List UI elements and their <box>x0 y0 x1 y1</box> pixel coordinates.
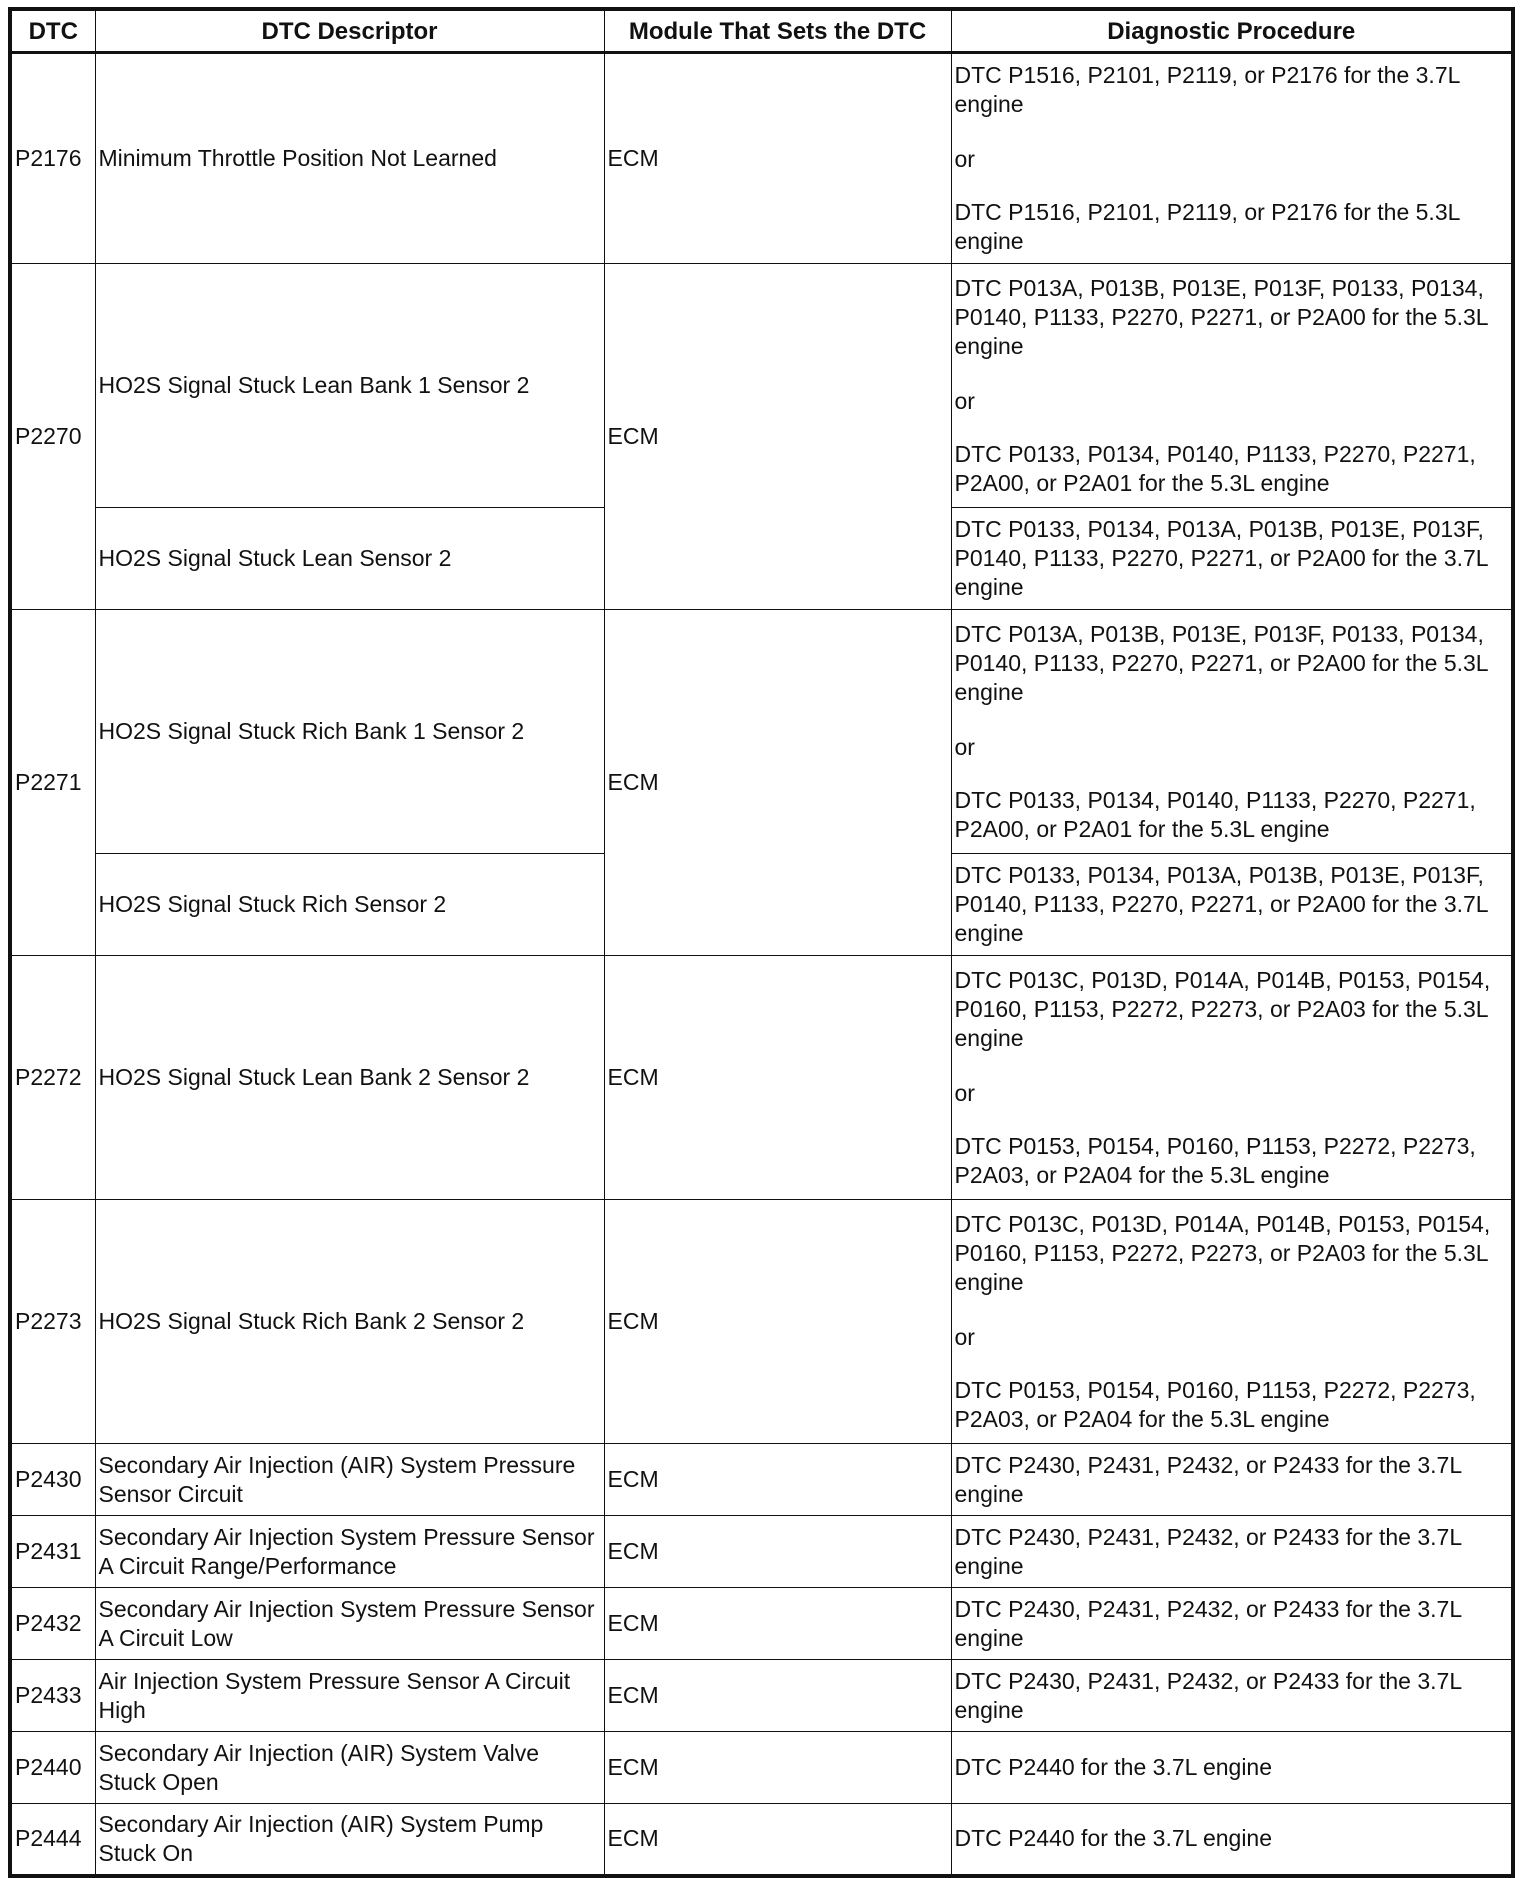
module-cell: ECM <box>604 1660 951 1732</box>
diagnostic-procedure: DTC P2430, P2431, P2432, or P2433 for the 3.7L engine <box>951 1516 1513 1588</box>
module-cell: ECM <box>604 264 951 610</box>
table-row <box>10 1516 1513 1588</box>
dtc-code: P2431 <box>10 1516 95 1588</box>
procedure-text: DTC P0153, P0154, P0160, P1153, P2272, P2273, P2A03, or P2A04 for the 5.3L engine <box>954 1376 1476 1432</box>
diagnostic-procedure: DTC P2440 for the 3.7L engine <box>951 1804 1513 1876</box>
dtc-descriptor: Secondary Air Injection (AIR) System Pressure Sensor Circuit <box>95 1444 604 1516</box>
module-cell: ECM <box>604 53 951 264</box>
header-module: Module That Sets the DTC <box>604 9 951 53</box>
procedure-text: DTC P0133, P0134, P013A, P013B, P013E, P013F, P0140, P1133, P2270, P2271, or P2A00 for the 3.7L engine <box>954 862 1488 946</box>
module-cell: ECM <box>604 1732 951 1804</box>
table-row <box>10 956 1513 1200</box>
dtc-code: P2444 <box>10 1804 95 1876</box>
dtc-code: P2176 <box>10 53 95 264</box>
diagnostic-procedure: DTC P2430, P2431, P2432, or P2433 for the 3.7L engine <box>951 1444 1513 1516</box>
or-separator: or <box>954 733 975 760</box>
diagnostic-procedure: DTC P2430, P2431, P2432, or P2433 for the 3.7L engine <box>951 1660 1513 1732</box>
table-row <box>10 1444 1513 1516</box>
dtc-code: P2271 <box>10 610 95 956</box>
header-procedure: Diagnostic Procedure <box>951 9 1513 53</box>
diagnostic-procedure: DTC P2440 for the 3.7L engine <box>951 1732 1513 1804</box>
dtc-descriptor: HO2S Signal Stuck Lean Sensor 2 <box>95 508 604 610</box>
procedure-text: DTC P0133, P0134, P0140, P1133, P2270, P2271, P2A00, or P2A01 for the 5.3L engine <box>954 786 1476 842</box>
dtc-descriptor: HO2S Signal Stuck Lean Bank 2 Sensor 2 <box>95 956 604 1200</box>
table-row <box>10 1660 1513 1732</box>
module-cell: ECM <box>604 1444 951 1516</box>
table-row <box>10 53 1513 264</box>
module-cell: ECM <box>604 610 951 956</box>
diagnostic-procedure <box>951 610 1513 854</box>
table-row <box>10 610 1513 854</box>
procedure-text: DTC P0133, P0134, P0140, P1133, P2270, P2271, P2A00, or P2A01 for the 5.3L engine <box>954 440 1476 496</box>
dtc-code: P2272 <box>10 956 95 1200</box>
header-row <box>10 9 1513 53</box>
module-cell: ECM <box>604 1804 951 1876</box>
diagnostic-procedure: DTC P2430, P2431, P2432, or P2433 for the 3.7L engine <box>951 1588 1513 1660</box>
diagnostic-procedure <box>951 264 1513 508</box>
diagnostic-procedure <box>951 854 1513 956</box>
procedure-text: DTC P013C, P013D, P014A, P014B, P0153, P0154, P0160, P1153, P2272, P2273, or P2A03 for the 5.3L engine <box>954 966 1491 1051</box>
table-row <box>10 1732 1513 1804</box>
table-row <box>10 1804 1513 1876</box>
dtc-code: P2440 <box>10 1732 95 1804</box>
module-cell: ECM <box>604 1516 951 1588</box>
dtc-code: P2273 <box>10 1200 95 1444</box>
or-separator: or <box>954 387 975 414</box>
diagnostic-procedure <box>951 53 1513 264</box>
dtc-descriptor: HO2S Signal Stuck Rich Sensor 2 <box>95 854 604 956</box>
dtc-descriptor: Secondary Air Injection System Pressure Sensor A Circuit Low <box>95 1588 604 1660</box>
table-header <box>10 9 1513 53</box>
procedure-text: DTC P013A, P013B, P013E, P013F, P0133, P0134, P0140, P1133, P2270, P2271, or P2A00 for the 5.3L engine <box>954 274 1488 359</box>
or-separator: or <box>954 1323 975 1350</box>
dtc-descriptor: Secondary Air Injection System Pressure Sensor A Circuit Range/Performance <box>95 1516 604 1588</box>
module-cell: ECM <box>604 956 951 1200</box>
procedure-text: DTC P013C, P013D, P014A, P014B, P0153, P0154, P0160, P1153, P2272, P2273, or P2A03 for the 5.3L engine <box>954 1210 1491 1295</box>
procedure-text: DTC P1516, P2101, P2119, or P2176 for the 5.3L engine <box>954 199 1460 254</box>
procedure-text: DTC P0153, P0154, P0160, P1153, P2272, P2273, P2A03, or P2A04 for the 5.3L engine <box>954 1132 1476 1188</box>
dtc-descriptor: Air Injection System Pressure Sensor A Circuit High <box>95 1660 604 1732</box>
module-cell: ECM <box>604 1588 951 1660</box>
or-separator: or <box>954 146 975 172</box>
dtc-descriptor: Secondary Air Injection (AIR) System Pump Stuck On <box>95 1804 604 1876</box>
dtc-descriptor: HO2S Signal Stuck Lean Bank 1 Sensor 2 <box>95 264 604 508</box>
dtc-descriptor: HO2S Signal Stuck Rich Bank 1 Sensor 2 <box>95 610 604 854</box>
header-descriptor: DTC Descriptor <box>95 9 604 53</box>
table-row <box>10 1200 1513 1444</box>
dtc-code: P2430 <box>10 1444 95 1516</box>
diagnostic-procedure <box>951 508 1513 610</box>
header-dtc: DTC <box>10 9 95 53</box>
dtc-table <box>8 7 1515 1878</box>
procedure-text: DTC P0133, P0134, P013A, P013B, P013E, P013F, P0140, P1133, P2270, P2271, or P2A00 for the 3.7L engine <box>954 516 1488 600</box>
table-row <box>10 264 1513 508</box>
dtc-code: P2433 <box>10 1660 95 1732</box>
procedure-text: DTC P013A, P013B, P013E, P013F, P0133, P0134, P0140, P1133, P2270, P2271, or P2A00 for the 5.3L engine <box>954 620 1488 705</box>
dtc-code: P2270 <box>10 264 95 610</box>
module-cell: ECM <box>604 1200 951 1444</box>
table-body <box>10 53 1513 1876</box>
procedure-text: DTC P1516, P2101, P2119, or P2176 for the 3.7L engine <box>954 62 1460 117</box>
dtc-descriptor: HO2S Signal Stuck Rich Bank 2 Sensor 2 <box>95 1200 604 1444</box>
diagnostic-procedure <box>951 1200 1513 1444</box>
diagnostic-procedure <box>951 956 1513 1200</box>
table-row <box>10 1588 1513 1660</box>
dtc-descriptor: Secondary Air Injection (AIR) System Valve Stuck Open <box>95 1732 604 1804</box>
dtc-code: P2432 <box>10 1588 95 1660</box>
or-separator: or <box>954 1079 975 1106</box>
dtc-descriptor: Minimum Throttle Position Not Learned <box>95 53 604 264</box>
